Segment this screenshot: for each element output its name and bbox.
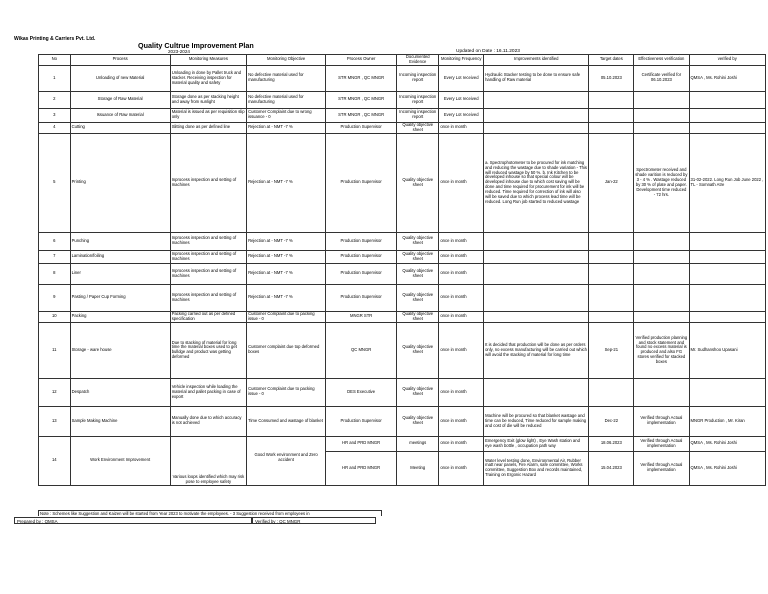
cell-measures: Material is issued as per requisition slip only xyxy=(170,108,246,122)
header-owner: Process Owner xyxy=(326,55,397,66)
cell-verified-by: MNGR Production , Mr. Kiran xyxy=(689,406,765,436)
cell-objective: Rejection at - NMT -7 % xyxy=(247,284,326,311)
cell-no: 13 xyxy=(39,406,71,436)
cell-evidence: Incoming inspection report xyxy=(397,65,439,91)
cell-measures: Manually done due to which accuracy is not achieved xyxy=(170,406,246,436)
cell-effectiveness: Verified through Actual implementation xyxy=(634,406,689,436)
cell-measures: Storage done as per stacking height and away from sunlight xyxy=(170,91,246,108)
header-measures: Monitoring Measures xyxy=(170,55,246,66)
cell-objective: Good Work environment and Zero accident xyxy=(247,436,326,485)
table-row xyxy=(39,322,766,378)
page-title: Quality Cultrue Improvement Plan xyxy=(138,41,254,50)
verified-by-footer: Verified by : QC MNGR xyxy=(252,517,376,524)
cell-target xyxy=(589,378,634,406)
updated-date: Updated on Date : 16.11.2023 xyxy=(456,49,520,54)
cell-process: Liner xyxy=(70,263,170,284)
cell-evidence: Incoming inspection report xyxy=(397,91,439,108)
header-verified-by: verified by xyxy=(689,55,765,66)
cell-improvement xyxy=(484,232,589,250)
cell-target xyxy=(589,108,634,122)
cell-target xyxy=(589,263,634,284)
cell-effectiveness xyxy=(634,91,689,108)
cell-owner: Production Supervisor xyxy=(326,250,397,263)
cell-frequency: once in month xyxy=(439,122,484,133)
cell-improvement xyxy=(484,108,589,122)
cell-frequency: Every Lot received xyxy=(439,65,484,91)
cell-owner: Production Supervisor xyxy=(326,284,397,311)
table-row xyxy=(39,250,766,263)
cell-target: 15.04.2023 xyxy=(589,451,634,485)
cell-frequency: Every Lot received xyxy=(439,91,484,108)
cell-verified-by xyxy=(689,108,765,122)
cell-measures: Inprocess inspection and setting of machines xyxy=(170,263,246,284)
cell-frequency: once in month xyxy=(439,378,484,406)
cell-process: Cutting xyxy=(70,122,170,133)
cell-target: 18.06.2023 xyxy=(589,436,634,451)
table-header-row xyxy=(39,55,766,66)
table-row xyxy=(39,406,766,436)
cell-effectiveness: Verified production planning and stock statement and found no excess material is produced and also FG stores verified for stacked boxes xyxy=(634,322,689,378)
cell-objective: Time Consumed and wastage of blanket xyxy=(247,406,326,436)
cell-effectiveness xyxy=(634,232,689,250)
cell-objective: Customer complaint due top deformed boxes xyxy=(247,322,326,378)
cell-effectiveness xyxy=(634,122,689,133)
cell-frequency: once in month xyxy=(439,284,484,311)
cell-evidence: Quality objective sheet xyxy=(397,284,439,311)
cell-evidence: Incoming inspection report xyxy=(397,108,439,122)
table-row xyxy=(39,65,766,91)
cell-target: 05.10.2023 xyxy=(589,65,634,91)
cell-target: Sep-21 xyxy=(589,322,634,378)
cell-verified-by: QMSA , Ms. Rohini Joshi xyxy=(689,451,765,485)
cell-effectiveness: Verified through Actual implementation xyxy=(634,451,689,485)
cell-no: 3 xyxy=(39,108,71,122)
cell-verified-by: 31-02-2022. Long Run Job June 2022 , TL - Somnath Atre xyxy=(689,133,765,232)
cell-process: Storage of Raw Material xyxy=(70,91,170,108)
cell-target: Dec-22 xyxy=(589,406,634,436)
cell-no: 10 xyxy=(39,311,71,322)
cell-process: Pasting / Paper Cup Forming xyxy=(70,284,170,311)
cell-evidence: Quality objective sheet xyxy=(397,122,439,133)
cell-verified-by xyxy=(689,91,765,108)
cell-verified-by xyxy=(689,232,765,250)
cell-target xyxy=(589,250,634,263)
cell-evidence: Quality objective sheet xyxy=(397,232,439,250)
cell-target xyxy=(589,232,634,250)
table-row xyxy=(39,108,766,122)
cell-effectiveness xyxy=(634,263,689,284)
cell-measures: Unloading in done by Pallet truck and stacker. Receiving inspection for material quality and safety xyxy=(170,65,246,91)
cell-effectiveness: Spectrometer received and shade varition is reduced by 3 - 4 % . Wastage reduced by 30 % of plate and paper. Development time reduced - 72 hrs. xyxy=(634,133,689,232)
cell-effectiveness: Certificate verified for 06.10.2023 xyxy=(634,65,689,91)
cell-effectiveness xyxy=(634,250,689,263)
cell-frequency: once in month xyxy=(439,263,484,284)
cell-evidence: meetings xyxy=(397,436,439,451)
table-row xyxy=(39,311,766,322)
cell-measures: Due to stacking of material for long time the material boxes used to get bulldge and product was getting deformed xyxy=(170,322,246,378)
cell-owner: MNGR STR xyxy=(326,311,397,322)
cell-improvement xyxy=(484,378,589,406)
cell-verified-by xyxy=(689,250,765,263)
cell-frequency: once in month xyxy=(439,232,484,250)
table-row xyxy=(39,232,766,250)
cell-owner: HR and PRD MNGR xyxy=(326,436,397,451)
cell-process: Unloading of new Material xyxy=(70,65,170,91)
cell-no: 11 xyxy=(39,322,71,378)
cell-owner: Production Supervisor xyxy=(326,122,397,133)
header-improvement: Improvements identified xyxy=(484,55,589,66)
table-row xyxy=(39,122,766,133)
cell-verified-by: Mr. Sudhanshoo Upasani xyxy=(689,322,765,378)
cell-improvement xyxy=(484,311,589,322)
cell-process: Lamination/foiling xyxy=(70,250,170,263)
cell-process: Printing xyxy=(70,133,170,232)
cell-process: Despatch xyxy=(70,378,170,406)
header-objective: Monitoring Objective xyxy=(247,55,326,66)
table-row xyxy=(39,263,766,284)
cell-target xyxy=(589,284,634,311)
cell-measures: Vehicle inspection while loading the material and pallet packing in case of export xyxy=(170,378,246,406)
cell-frequency: once in month xyxy=(439,311,484,322)
table-row xyxy=(39,91,766,108)
table-row xyxy=(39,436,766,451)
cell-frequency: once in month xyxy=(439,406,484,436)
cell-effectiveness: Verified through Actual implementation xyxy=(634,436,689,451)
cell-owner: Production Supervisor xyxy=(326,406,397,436)
table-row xyxy=(39,133,766,232)
cell-effectiveness xyxy=(634,311,689,322)
cell-improvement xyxy=(484,122,589,133)
cell-owner: QC MNGR xyxy=(326,322,397,378)
header-effectiveness: Effectiveness verification xyxy=(634,55,689,66)
cell-process: Work Environment Improvement xyxy=(70,436,170,485)
cell-evidence: Meeting xyxy=(397,451,439,485)
cell-measures: Various loops identified which may risk pose to employee safety xyxy=(170,436,246,485)
cell-effectiveness xyxy=(634,284,689,311)
cell-no: 4 xyxy=(39,122,71,133)
table-row xyxy=(39,378,766,406)
cell-no: 5 xyxy=(39,133,71,232)
cell-improvement: Emergency Exit (glow light) , Eye Wash station and eye wash bottle , occupation path way xyxy=(484,436,589,451)
cell-objective: Customer Complaint due to packing issue - 0 xyxy=(247,378,326,406)
cell-improvement xyxy=(484,263,589,284)
cell-improvement: Hydraulic Stacker testing to be done to ensure safe handling of Raw material xyxy=(484,65,589,91)
cell-frequency: once in month xyxy=(439,133,484,232)
cell-owner: DES Executive xyxy=(326,378,397,406)
cell-process: Issuance of Raw material xyxy=(70,108,170,122)
footer-note: Note : Schemes like Suggestion and Kaizen will be started from Year 2023 to motivate the employees. - 3 Suggestion received from employees in xyxy=(38,510,382,516)
cell-effectiveness xyxy=(634,108,689,122)
cell-frequency: Every Lot received xyxy=(439,108,484,122)
table-row xyxy=(39,284,766,311)
header-no: No xyxy=(39,55,71,66)
cell-verified-by xyxy=(689,122,765,133)
cell-measures: Slitting done as per defined line xyxy=(170,122,246,133)
cell-objective: Rejection at - NMT -7 % xyxy=(247,250,326,263)
cell-measures: Packing carried out as per defined specification xyxy=(170,311,246,322)
cell-evidence: Quality objective sheet xyxy=(397,378,439,406)
cell-effectiveness xyxy=(634,378,689,406)
prepared-by: Prepared by : QMSA xyxy=(14,517,252,524)
plan-year: 2023-2024 xyxy=(168,49,190,54)
cell-evidence: Quality objective sheet xyxy=(397,263,439,284)
cell-verified-by xyxy=(689,378,765,406)
header-evidence: Documented Evidence xyxy=(397,55,439,66)
cell-improvement: a. Spectrophotometer to be procured for ink matching and reducing the wastage due to shade variation - This will reduced wastage by 50 %. b. Ink Kitchen to be developed inhouse so that special colour will be developed inhouse due to which cost saving will be done and time required for procurement for ink will be reduced. Time required for correction of ink will also will be saved due to which process lead time will be reduced. Long Run job started to reduced wastage xyxy=(484,133,589,232)
cell-no: 6 xyxy=(39,232,71,250)
cell-no: 8 xyxy=(39,263,71,284)
cell-objective: Rejection at - NMT -7 % xyxy=(247,133,326,232)
cell-objective: Rejection at - NMT -7 % xyxy=(247,263,326,284)
cell-improvement xyxy=(484,91,589,108)
cell-process: Storage - ware house xyxy=(70,322,170,378)
cell-no: 2 xyxy=(39,91,71,108)
cell-verified-by xyxy=(689,311,765,322)
cell-verified-by xyxy=(689,284,765,311)
cell-owner: STR MNGR , QC MNGR xyxy=(326,65,397,91)
cell-frequency: once in month xyxy=(439,250,484,263)
cell-improvement: Machine will be procured so that blanket wastage and time can be reduced, Time reduced for sample making and cost of die will be reduced xyxy=(484,406,589,436)
cell-process: Sample Making Machine xyxy=(70,406,170,436)
cell-owner: HR and PRD MNGR xyxy=(326,451,397,485)
cell-no: 12 xyxy=(39,378,71,406)
cell-process: Packing xyxy=(70,311,170,322)
cell-objective: Rejection at - NMT -7 % xyxy=(247,232,326,250)
cell-owner: Production Supervisor xyxy=(326,263,397,284)
cell-no: 7 xyxy=(39,250,71,263)
header-frequency: Monitoring Frequency xyxy=(439,55,484,66)
cell-objective: Customer Complaint due to wrong issuance - 0 xyxy=(247,108,326,122)
cell-no: 14 xyxy=(39,436,71,485)
cell-target xyxy=(589,122,634,133)
cell-evidence: Quality objective sheet xyxy=(397,250,439,263)
cell-frequency: once in month xyxy=(439,436,484,451)
cell-improvement xyxy=(484,284,589,311)
cell-improvement: It is decided that production will be done as per orders only, no excess manufacturing will be carried out which will avoid the stacking of material for long time xyxy=(484,322,589,378)
cell-objective: Rejection at - NMT -7 % xyxy=(247,122,326,133)
cell-verified-by xyxy=(689,263,765,284)
cell-measures: Inprocess inspection and setting of machines xyxy=(170,284,246,311)
cell-objective: No defective material used for manufacturing xyxy=(247,91,326,108)
cell-measures: Inprocess inspection and setting of machines xyxy=(170,133,246,232)
cell-measures: Inprocess inspection and setting of machines xyxy=(170,232,246,250)
cell-objective: Customer Complaint due to packing issue - 0 xyxy=(247,311,326,322)
cell-verified-by: QMSA , Ms. Rohini Joshi xyxy=(689,436,765,451)
cell-no: 1 xyxy=(39,65,71,91)
cell-frequency: once in month xyxy=(439,322,484,378)
cell-target xyxy=(589,311,634,322)
cell-owner: STR MNGR , QC MNGR xyxy=(326,91,397,108)
header-process: Process xyxy=(70,55,170,66)
cell-process: Punching xyxy=(70,232,170,250)
header-target: Target dates xyxy=(589,55,634,66)
cell-evidence: Quality objective sheet xyxy=(397,311,439,322)
cell-target xyxy=(589,91,634,108)
cell-frequency: once in month xyxy=(439,451,484,485)
cell-target: Jan-22 xyxy=(589,133,634,232)
cell-objective: No defective material used for manufacturing xyxy=(247,65,326,91)
company-name: Wikas Printing & Carriers Pvt. Ltd. xyxy=(14,36,96,42)
cell-improvement: Water level testing done, Environmental Air, Rubber matt near panels, Fire Alarm, safe committee, Works committee, Suggestion Box and records maintained, Training on Ergonic Hazard xyxy=(484,451,589,485)
quality-plan-table xyxy=(38,54,766,486)
cell-owner: Production Supervisor xyxy=(326,232,397,250)
cell-no: 9 xyxy=(39,284,71,311)
cell-evidence: Quality objective sheet xyxy=(397,406,439,436)
cell-owner: STR MNGR , QC MNGR xyxy=(326,108,397,122)
cell-verified-by: QMSA , Ms. Rohini Joshi xyxy=(689,65,765,91)
cell-measures: Inprocess inspection and setting of machines xyxy=(170,250,246,263)
cell-evidence: Quality objective sheet xyxy=(397,322,439,378)
cell-owner: Production Supervisor xyxy=(326,133,397,232)
cell-evidence: Quality objective sheet xyxy=(397,133,439,232)
cell-improvement xyxy=(484,250,589,263)
